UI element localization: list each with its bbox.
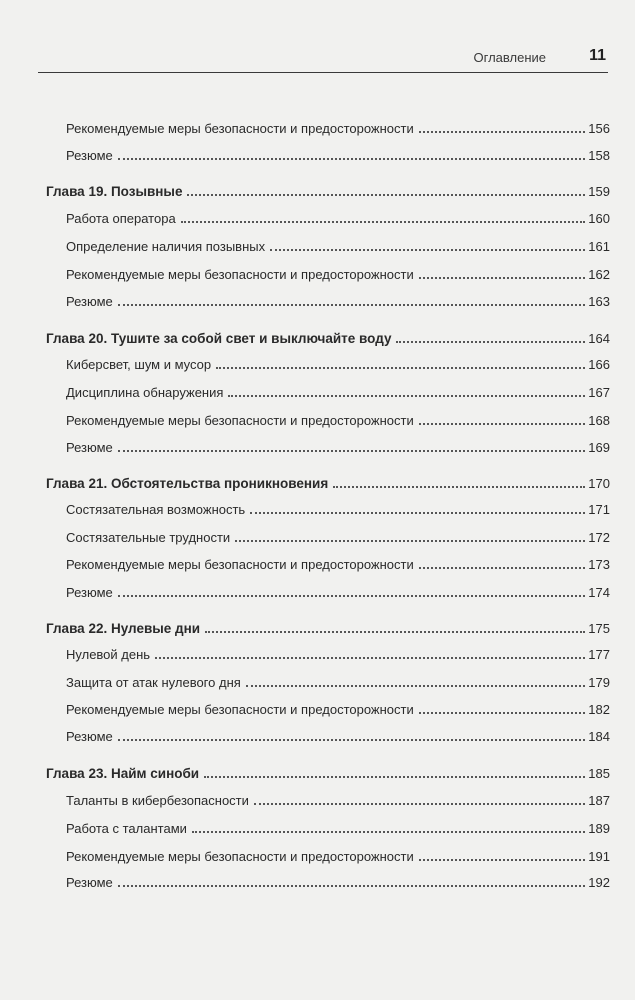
toc-section-entry: [66, 382, 610, 400]
toc-chapter-entry: [46, 617, 610, 636]
page-number: 11: [589, 47, 606, 64]
dot-leader: [118, 437, 586, 452]
toc-entry-title: Глава 20. Тушите за собой свет и выключайте воду: [46, 330, 392, 346]
dot-leader: [419, 699, 586, 714]
toc-section-entry: [66, 208, 610, 226]
dot-leader: [396, 327, 585, 343]
toc-section-entry: [66, 437, 610, 455]
dot-leader: [155, 644, 585, 659]
toc-entry-title: Работа оператора: [66, 211, 176, 226]
toc-section-entry: [66, 818, 610, 836]
dot-leader: [205, 617, 585, 633]
dot-leader: [118, 872, 586, 887]
toc-entry-title: Резюме: [66, 440, 113, 455]
dot-leader: [419, 554, 586, 569]
toc-entry-title: Работа с талантами: [66, 821, 187, 836]
dot-leader: [246, 672, 586, 687]
toc-entry-title: Дисциплина обнаружения: [66, 385, 224, 400]
toc-entry-page: 171: [588, 502, 610, 517]
toc-entry-title: Нулевой день: [66, 647, 151, 662]
dot-leader: [118, 582, 586, 597]
dot-leader: [192, 818, 585, 833]
running-title: Оглавление: [473, 50, 546, 65]
dot-leader: [419, 118, 586, 133]
toc-entry-page: 182: [588, 702, 610, 717]
dot-leader: [118, 145, 586, 160]
dot-leader: [270, 236, 585, 251]
toc-entry-page: 161: [588, 239, 610, 254]
toc-entry-title: Глава 23. Найм синоби: [46, 765, 200, 781]
toc-section-entry: [66, 582, 610, 600]
toc-section-entry: [66, 354, 610, 372]
dot-leader: [187, 180, 585, 196]
toc-entry-title: Рекомендуемые меры безопасности и предосторожности: [66, 121, 414, 136]
toc-entry-page: 179: [588, 675, 610, 690]
dot-leader: [333, 472, 585, 488]
toc-entry-page: 169: [588, 440, 610, 455]
toc-entry-title: Состязательные трудности: [66, 530, 231, 545]
toc-entry-page: 173: [588, 557, 610, 572]
toc-entry-page: 191: [588, 849, 610, 864]
toc-section-entry: [66, 236, 610, 254]
toc-entry-page: 158: [588, 148, 610, 163]
toc-entry-page: 172: [588, 530, 610, 545]
toc-entry-title: Таланты в кибербезопасности: [66, 793, 249, 808]
toc-section-entry: [66, 118, 610, 136]
toc-entry-title: Резюме: [66, 294, 113, 309]
toc-section-entry: [66, 872, 610, 890]
running-head: [38, 47, 608, 73]
toc-section-entry: [66, 291, 610, 309]
toc-entry-page: 177: [588, 647, 610, 662]
toc-entry-page: 162: [588, 267, 610, 282]
toc-entry-page: 175: [588, 620, 610, 636]
dot-leader: [118, 291, 586, 306]
toc-entry-title: Рекомендуемые меры безопасности и предосторожности: [66, 702, 414, 717]
toc-section-entry: [66, 499, 610, 517]
toc-entry-page: 185: [588, 765, 610, 781]
toc-entry-title: Глава 22. Нулевые дни: [46, 620, 201, 636]
dot-leader: [181, 208, 586, 223]
toc-entry-title: Резюме: [66, 585, 113, 600]
toc-section-entry: [66, 699, 610, 717]
toc-entry-page: 160: [588, 211, 610, 226]
dot-leader: [235, 527, 585, 542]
dot-leader: [254, 790, 585, 805]
dot-leader: [419, 410, 586, 425]
toc-entry-page: 164: [588, 330, 610, 346]
dot-leader: [204, 762, 585, 778]
toc-section-entry: [66, 554, 610, 572]
toc-section-entry: [66, 644, 610, 662]
toc-chapter-entry: [46, 472, 610, 491]
toc-entry-page: 166: [588, 357, 610, 372]
dot-leader: [250, 499, 585, 514]
toc-entry-title: Киберсвет, шум и мусор: [66, 357, 212, 372]
toc-section-entry: [66, 527, 610, 545]
toc-entry-title: Защита от атак нулевого дня: [66, 675, 241, 690]
toc-entry-page: 156: [588, 121, 610, 136]
toc-entry-page: 174: [588, 585, 610, 600]
toc-entry-title: Резюме: [66, 148, 113, 163]
toc-section-entry: [66, 726, 610, 744]
toc-entry-page: 167: [588, 385, 610, 400]
toc-entry-page: 170: [588, 475, 610, 491]
toc-entry-page: 159: [588, 183, 610, 199]
toc-entry-page: 168: [588, 413, 610, 428]
toc-entry-page: 163: [588, 294, 610, 309]
dot-leader: [419, 846, 586, 861]
toc-chapter-entry: [46, 327, 610, 346]
toc-chapter-entry: [46, 180, 610, 199]
toc-entry-title: Рекомендуемые меры безопасности и предосторожности: [66, 413, 414, 428]
dot-leader: [118, 726, 586, 741]
toc-entry-title: Состязательная возможность: [66, 502, 246, 517]
toc-entry-title: Рекомендуемые меры безопасности и предосторожности: [66, 557, 414, 572]
toc-entry-title: Определение наличия позывных: [66, 239, 266, 254]
dot-leader: [216, 354, 585, 369]
dot-leader: [228, 382, 585, 397]
toc-entry-title: Глава 19. Позывные: [46, 183, 183, 199]
toc-section-entry: [66, 264, 610, 282]
toc-entry-title: Глава 21. Обстоятельства проникновения: [46, 475, 329, 491]
toc-entry-title: Резюме: [66, 729, 113, 744]
toc-entry-title: Рекомендуемые меры безопасности и предосторожности: [66, 267, 414, 282]
toc-section-entry: [66, 672, 610, 690]
toc-section-entry: [66, 410, 610, 428]
dot-leader: [419, 264, 586, 279]
toc-chapter-entry: [46, 762, 610, 781]
toc-entry-page: 192: [588, 875, 610, 890]
toc-entry-title: Резюме: [66, 875, 113, 890]
toc-section-entry: [66, 145, 610, 163]
toc-section-entry: [66, 790, 610, 808]
toc-entry-title: Рекомендуемые меры безопасности и предосторожности: [66, 849, 414, 864]
toc-section-entry: [66, 846, 610, 864]
toc-entry-page: 187: [588, 793, 610, 808]
toc-entry-page: 189: [588, 821, 610, 836]
toc-entry-page: 184: [588, 729, 610, 744]
